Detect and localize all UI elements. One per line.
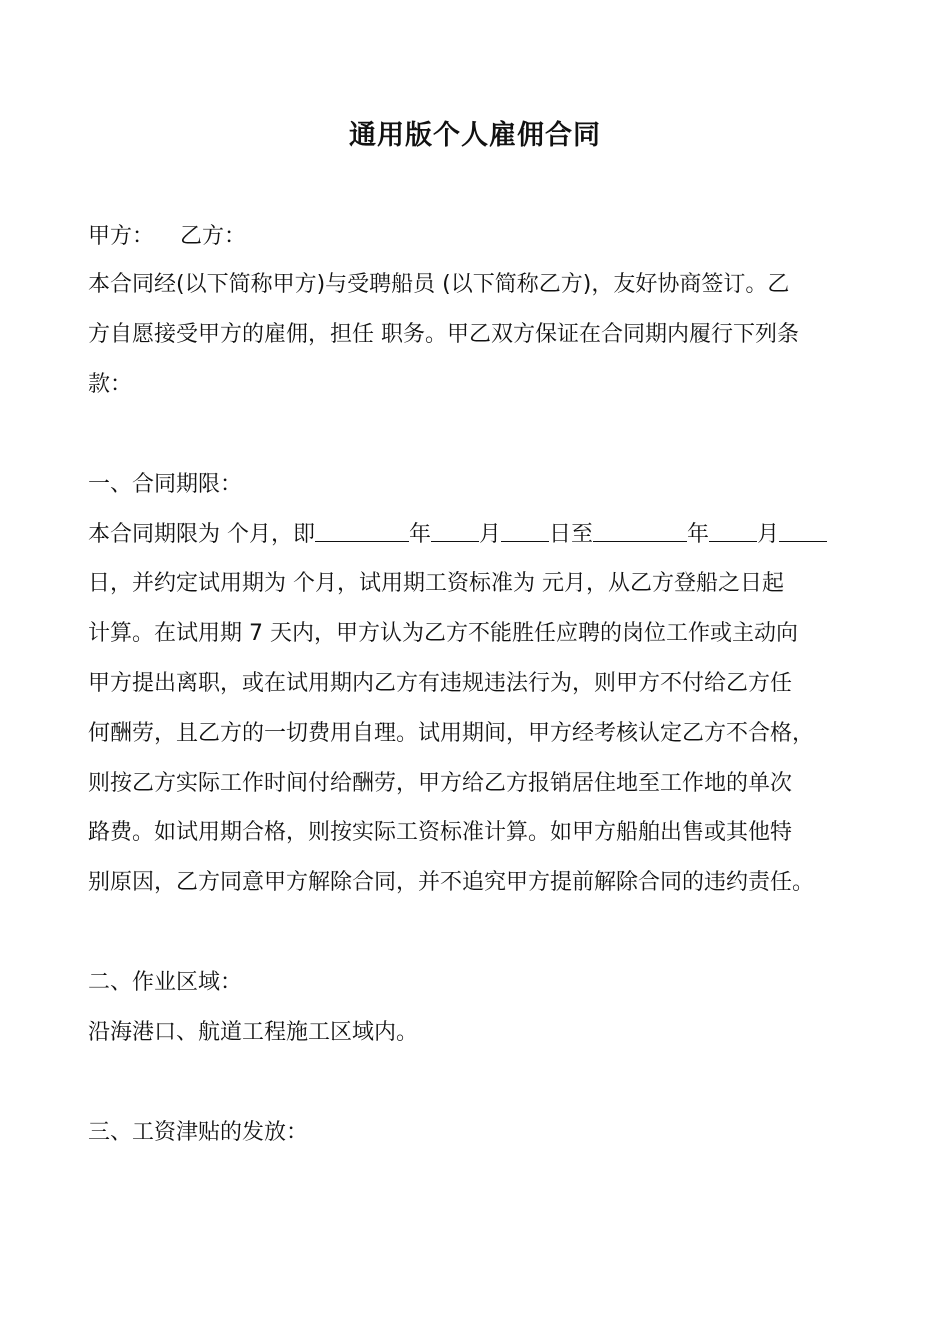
party-a-label: 甲方：	[88, 224, 155, 249]
section-2-body: 沿海港口、航道工程施工区域内。	[88, 1020, 419, 1045]
term-dates-line	[88, 519, 827, 550]
party-b-label: 乙方：	[180, 224, 247, 249]
end-year-blank	[593, 519, 687, 542]
document-title: 通用版个人雇佣合同	[349, 120, 601, 151]
intro-line-3: 款：	[88, 372, 133, 397]
start-month-label: 月	[479, 522, 502, 547]
start-year-blank	[315, 519, 409, 542]
section-2-heading: 二、作业区域：	[88, 970, 243, 995]
end-month-label: 月	[757, 522, 780, 547]
start-day-blank	[501, 519, 549, 542]
intro-line-1: 本合同经(以下简称甲方)与受聘船员 (以下简称乙方)，友好协商签订。乙	[88, 272, 790, 297]
start-day-to-label: 日至	[549, 522, 594, 547]
end-year-label: 年	[687, 522, 710, 547]
section-1-heading: 一、合同期限：	[88, 472, 243, 497]
start-year-label: 年	[409, 522, 432, 547]
section-1-line-2: 日，并约定试用期为 个月，试用期工资标准为 元月，从乙方登船之日起	[88, 571, 784, 596]
section-1-line-4: 甲方提出离职，或在试用期内乙方有违规违法行为，则甲方不付给乙方任	[88, 671, 793, 696]
start-month-blank	[431, 519, 479, 542]
term-prefix: 本合同期限为 个月，即	[88, 522, 315, 547]
section-1-line-8: 别原因，乙方同意甲方解除合同，并不追究甲方提前解除合同的违约责任。	[88, 870, 815, 895]
section-1-line-7: 路费。如试用期合格，则按实际工资标准计算。如甲方船舶出售或其他特	[88, 820, 793, 845]
section-1-line-6: 则按乙方实际工作时间付给酬劳，甲方给乙方报销居住地至工作地的单次	[88, 771, 793, 796]
section-3-heading: 三、工资津贴的发放：	[88, 1120, 309, 1145]
section-1-line-3: 计算。在试用期 7 天内，甲方认为乙方不能胜任应聘的岗位工作或主动向	[88, 621, 798, 646]
end-day-blank	[779, 519, 827, 542]
end-month-blank	[709, 519, 757, 542]
intro-line-2: 方自愿接受甲方的雇佣，担任 职务。甲乙双方保证在合同期内履行下列条	[88, 322, 799, 347]
parties-line	[88, 222, 246, 252]
section-1-line-5: 何酬劳，且乙方的一切费用自理。试用期间，甲方经考核认定乙方不合格，	[88, 721, 815, 746]
